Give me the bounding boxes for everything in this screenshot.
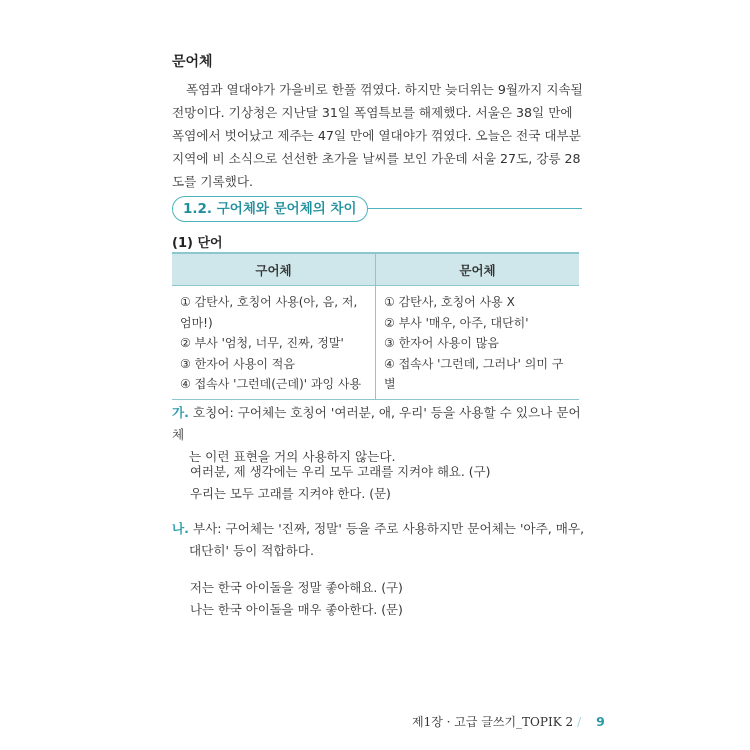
page-number: 9 bbox=[596, 714, 605, 729]
item-ga-line2: 는 이런 표현을 거의 사용하지 않는다. bbox=[189, 449, 396, 464]
footer-divider: / bbox=[577, 715, 582, 729]
subheading-pill: 1.2. 구어체와 문어체의 차이 bbox=[172, 196, 368, 222]
cell-line: ④ 접속사 '그런데, 그러나' 의미 구 bbox=[384, 356, 564, 371]
paragraph-line: 전망이다. 기상청은 지난달 31일 폭염특보를 해제했다. 서울은 38일 만에 bbox=[172, 105, 573, 120]
cell-line: 엄마!) bbox=[180, 315, 213, 330]
table-cell-spoken bbox=[172, 286, 376, 400]
table-header-row bbox=[172, 253, 579, 286]
table-header-written: 문어체 bbox=[376, 253, 580, 286]
item-marker-na: 나. bbox=[172, 521, 189, 536]
paragraph-line: 도를 기록했다. bbox=[172, 174, 253, 189]
section-title: 문어체 bbox=[172, 54, 213, 70]
item-ga-line1: 호칭어: 구어체는 호칭어 '여러분, 애, 우리' 등을 사용할 수 있으나 문어체 bbox=[172, 405, 581, 442]
item-ga bbox=[172, 402, 592, 468]
cell-line: ③ 한자어 사용이 많음 bbox=[384, 336, 499, 350]
item-na bbox=[172, 518, 592, 562]
footer-chapter: 제1장 · 고급 글쓰기_TOPIK 2 bbox=[412, 715, 574, 729]
example-sentence: 저는 한국 아이돌을 정말 좋아해요. (구) bbox=[190, 580, 403, 595]
comparison-table bbox=[172, 252, 579, 400]
example-sentence: 여러분, 제 생각에는 우리 모두 고래를 지켜야 해요. (구) bbox=[190, 464, 491, 479]
cell-line: ④ 접속사 '그런데(근데)' 과잉 사용 bbox=[180, 377, 362, 391]
cell-line: ② 부사 '엄청, 너무, 진짜, 정말' bbox=[180, 336, 344, 350]
cell-line: 별 bbox=[384, 377, 396, 391]
subsection-title: (1) 단어 bbox=[172, 236, 223, 251]
item-ga-examples bbox=[190, 461, 490, 505]
cell-line: ② 부사 '매우, 아주, 대단히' bbox=[384, 315, 529, 330]
item-na-line1: 부사: 구어체는 '진짜, 정말' 등을 주로 사용하지만 문어체는 '아주, 매우, bbox=[192, 521, 585, 536]
example-paragraph bbox=[172, 78, 592, 193]
paragraph-line: 폭염과 열대야가 가을비로 한풀 꺾였다. 하지만 늦더위는 9월까지 지속될 bbox=[186, 82, 583, 97]
item-na-examples bbox=[190, 577, 403, 621]
item-na-line2: 대단히' 등이 적합하다. bbox=[189, 543, 314, 558]
paragraph-line: 폭염에서 벗어났고 제주는 47일 만에 열대야가 꺾였다. 오늘은 전국 대부분 bbox=[172, 128, 581, 143]
page-footer bbox=[412, 713, 605, 730]
cell-line: ① 감탄사, 호칭어 사용 X bbox=[384, 295, 515, 309]
table-header-spoken: 구어체 bbox=[172, 253, 376, 286]
example-sentence: 우리는 모두 고래를 지켜야 한다. (문) bbox=[190, 486, 391, 501]
item-marker-ga: 가. bbox=[172, 405, 189, 420]
cell-line: ① 감탄사, 호칭어 사용(아, 음, 저, bbox=[180, 295, 358, 309]
subheading-block bbox=[172, 196, 582, 222]
example-sentence: 나는 한국 아이돌을 매우 좋아한다. (문) bbox=[190, 602, 403, 617]
table-row bbox=[172, 286, 579, 400]
paragraph-line: 지역에 비 소식으로 선선한 초가을 날씨를 보인 가운데 서울 27도, 강릉 28 bbox=[172, 151, 581, 166]
table-cell-written bbox=[376, 286, 580, 400]
cell-line: ③ 한자어 사용이 적음 bbox=[180, 356, 295, 371]
